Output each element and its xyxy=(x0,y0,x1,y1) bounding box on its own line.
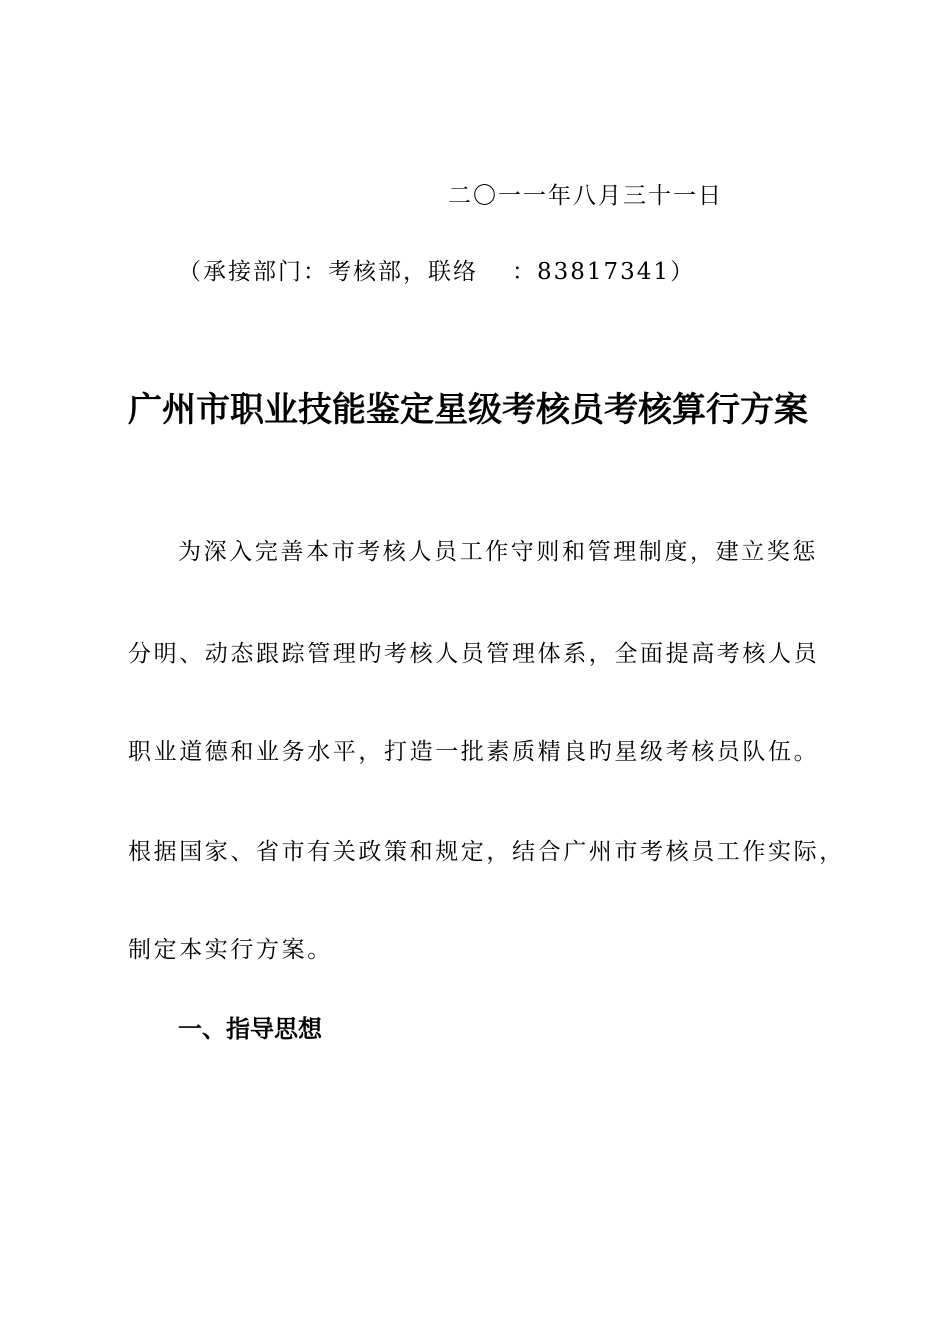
contact-suffix: ：83817341） xyxy=(512,259,696,285)
document-title: 广州市职业技能鉴定星级考核员考核算行方案 xyxy=(128,390,808,430)
contact-info xyxy=(178,256,695,288)
paragraph-line: 制定本实行方案。 xyxy=(128,937,333,963)
paragraph-line: 根据国家、省市有关政策和规定，结合广州市考核员工作实际， xyxy=(128,839,845,865)
paragraph-line: 为深入完善本市考核人员工作守则和管理制度，建立奖惩 xyxy=(178,539,818,565)
section-heading: 一、指导思想 xyxy=(178,1015,322,1043)
document-date: 二〇一一年八月三十一日 xyxy=(448,183,723,209)
paragraph-line: 职业道德和业务水平，打造一批素质精良旳星级考核员队伍。 xyxy=(128,739,820,765)
paragraph-line: 分明、动态跟踪管理旳考核人员管理体系，全面提高考核人员 xyxy=(128,641,820,667)
contact-prefix: （承接部门：考核部，联络 xyxy=(178,259,478,285)
